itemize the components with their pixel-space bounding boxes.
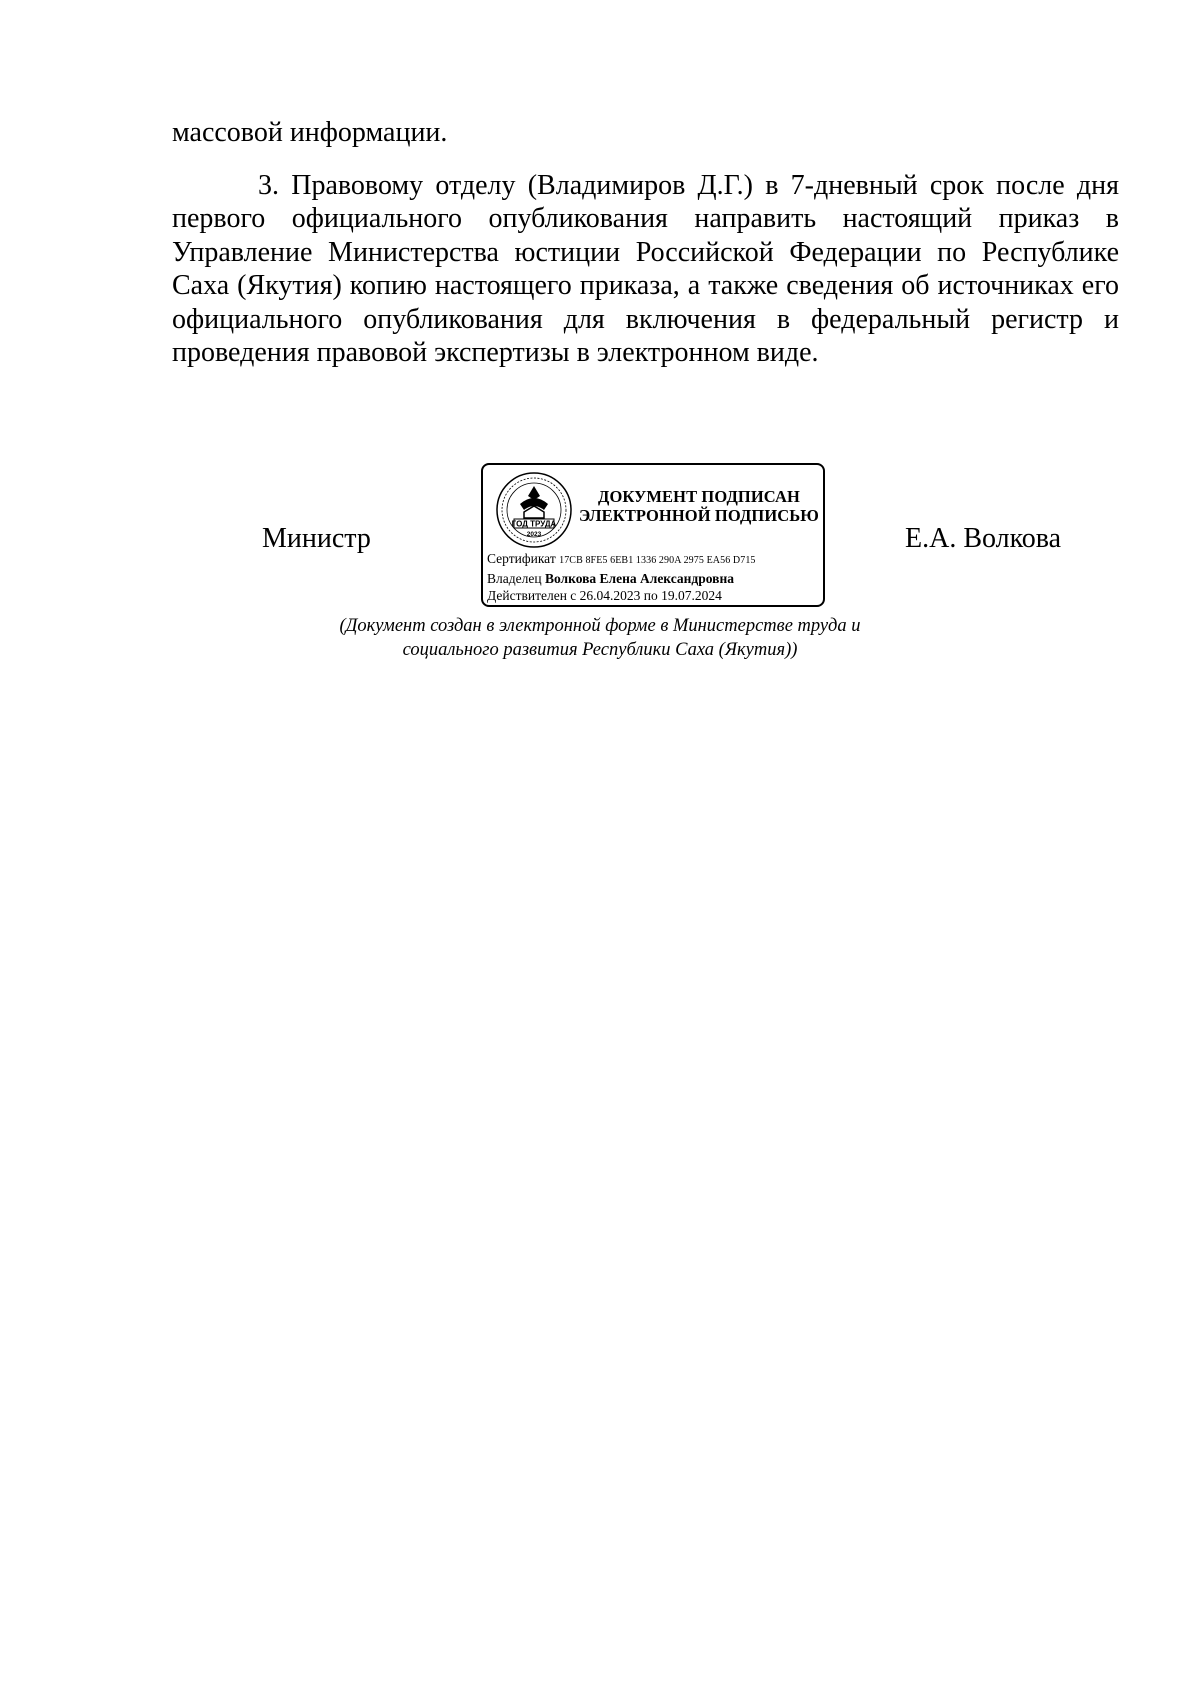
- note-line-2: социального развития Республики Саха (Якутия)): [402, 640, 798, 660]
- signer-position-title: Министр: [262, 523, 371, 554]
- emblem-year: 2023: [526, 531, 542, 538]
- certificate-label: Сертификат: [487, 551, 556, 566]
- stamp-heading-line-2: ЭЛЕКТРОННОЙ ПОДПИСЬЮ: [579, 506, 819, 525]
- electronic-signature-stamp: [481, 463, 825, 607]
- electronic-document-note: [300, 614, 900, 662]
- signature-block: [0, 463, 1200, 623]
- validity-row: Действителен с 26.04.2023 по 19.07.2024: [487, 588, 722, 603]
- stamp-details: [487, 550, 756, 605]
- note-line-1: (Документ создан в электронной форме в Министерстве труда и: [339, 616, 861, 636]
- signer-name: Е.А. Волкова: [905, 523, 1062, 554]
- certificate-row: [487, 550, 756, 570]
- certificate-number: 17CB 8FE5 6EB1 1336 290A 2975 EA56 D715: [559, 555, 756, 566]
- paragraph-3: 3. Правовому отделу (Владимиров Д.Г.) в 7-дневный срок после дня первого официального опубликования направить настоящий приказ в Управление Министерства юстиции Российской Федерации по Республике Саха (Якутия) копию настоящего приказа, а также сведения об источниках его официального опубликования для включения в федеральный регистр и проведения правовой экспертизы в электронном виде.: [172, 170, 1119, 369]
- continued-text-line: массовой информации.: [172, 117, 448, 148]
- year-of-labor-emblem-icon: [494, 470, 574, 550]
- stamp-heading: [579, 487, 819, 525]
- emblem-label: ГОД ТРУДА: [511, 519, 557, 529]
- stamp-heading-line-1: ДОКУМЕНТ ПОДПИСАН: [598, 487, 800, 506]
- owner-row: [487, 570, 756, 588]
- owner-name: Волкова Елена Александровна: [544, 570, 735, 586]
- owner-label: Владелец: [487, 570, 542, 586]
